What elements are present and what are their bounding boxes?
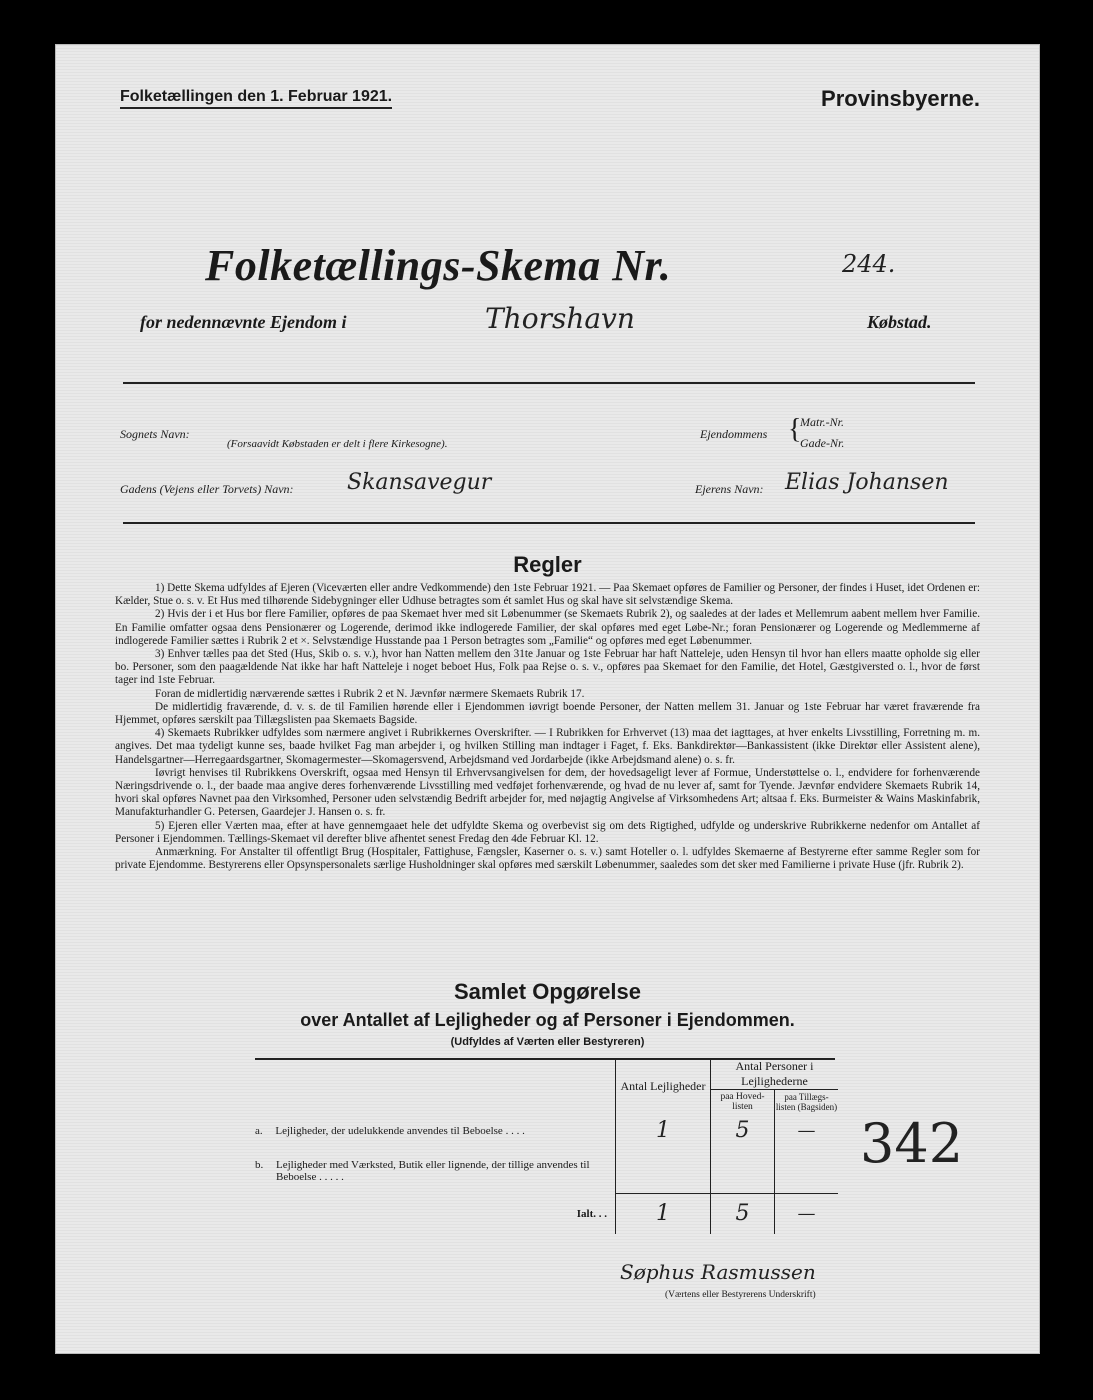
form-number: 244.: [842, 250, 896, 278]
parish-label: Sognets Navn:: [120, 427, 190, 441]
total-lejl: 1: [616, 1194, 711, 1234]
rule-paragraph: 3) Enhver tælles paa det Sted (Hus, Skib o. s. v.), hvor han Natten mellem den 31te Januar og 1ste Februar har haft Natteleje, uden Hensyn til hvor han ellers maatte opholde sig eller bo. Personer, som den paagældende Nat ikke har haft Natteleje i noget beboet Hus, Folk paa Rejse o. s. v., opføres paa Skemaet for den Familie, det Hotel, Gæstgiversted o. l., hvor de først tager ind 1ste Februar.: [115, 648, 980, 687]
rules-text: [115, 582, 980, 872]
row-label: Lejligheder med Værksted, Butik eller lignende, der tillige anvendes til Beboelse . . . . .: [276, 1158, 590, 1183]
rule-paragraph: Iøvrigt henvises til Rubrikkens Overskrift, ogsaa med Hensyn til Erhvervsangivelsen for dem, der hovedsageligt lever af Formue, Understøttelse o. l., endvidere for forhenværende Næringsdrivende o. l., der baade maa angive deres forhenværende Livsstilling med vedføjet forhenværende, og hvad de nu lever af, samt for Tyende. Jævnfør endvidere Skemaets Rubrik 14, hvori skal opføres Navnet paa den Virksomhed, Personer uden selvstændig Bedrift arbejder for, med nøjagtig Angivelse af Virksomhedens Art; altsaa f. Eks. Burmeister & Wains Maskinfabrik, Manufakturhandler G. Petersen, Gaardejer J. Hansen o. s. fr.: [115, 766, 980, 819]
rule-paragraph: 4) Skemaets Rubrikker udfyldes som nærmere angivet i Rubrikkernes Overskrifter. — I Rubrikken for Erhvervet (13) maa det iagttages, at hver enkelts Livsstilling, Forretning m. m. angives. Det maa tydeligt kunne ses, baade hvilket Fag man arbejder i, og hvilken Stilling man indtager i Faget, f. Eks. Bankdirektør—Bankassistent (ikke Direktør eller Assistent alene), Handelsgartner—Herregaardsgartner, Skomagermester—Skomagersvend, Arbejdsmand ved Jordarbejde (ikke Arbejdsmand alene) o. s. fr.: [115, 727, 980, 766]
signature: Søphus Rasmussen: [620, 1260, 816, 1284]
row-letter: a.: [255, 1124, 263, 1137]
census-date-header: Folketællingen den 1. Februar 1921.: [120, 88, 392, 109]
parish-note: (Forsaavidt Købstaden er delt i flere Kirkesogne).: [227, 438, 448, 450]
street-label: Gadens (Vejens eller Torvets) Navn:: [120, 482, 294, 496]
owner-label: Ejerens Navn:: [695, 482, 764, 496]
property-prefix: for nedennævnte Ejendom i: [140, 312, 347, 332]
summary-table: [255, 1059, 838, 1234]
margin-note: 342: [860, 1112, 964, 1175]
total-hoved: 5: [711, 1194, 775, 1234]
summary-subtitle: over Antallet af Lejligheder og af Personer i Ejendommen.: [300, 1010, 795, 1030]
matr-label: Matr.-Nr.: [800, 415, 845, 429]
region-header: Provinsbyerne.: [821, 86, 980, 111]
col-header-tillaegslisten: paa Tillægs-listen (Bagsiden): [775, 1090, 839, 1114]
table-row: [255, 1114, 616, 1148]
cell-hoved-b: [711, 1148, 775, 1194]
cell-tillaeg-b: [775, 1148, 839, 1194]
total-label: Ialt. . .: [576, 1207, 607, 1220]
rules-heading: Regler: [513, 552, 582, 577]
table-row: [255, 1148, 616, 1194]
rule-paragraph: De midlertidig fraværende, d. v. s. de til Familien hørende eller i Ejendommen iøvrigt boende Personer, der Natten mellem 31. Januar og 1ste Februar har været fraværende fra Hjemmet, opføres særskilt paa Tillægslisten paa Skemaets Bagside.: [115, 700, 980, 727]
col-header-personer: Antal Personer i Lejlighederne: [711, 1059, 839, 1090]
divider-top: [123, 382, 975, 384]
rule-paragraph: 1) Dette Skema udfyldes af Ejeren (Viceværten eller andre Vedkommende) den 1ste Februar 1921. — Paa Skemaet opføres de Familier og Personer, der findes i Huset, idet Ordenen er: Kælder, Stue o. s. v. Et Hus med tilhørende Sidebygninger eller Udhuse betragtes som ét samlet Hus og skal have sit selvstændige Skema.: [115, 582, 980, 608]
owner-value: Elias Johansen: [785, 470, 949, 495]
signature-caption: (Værtens eller Bestyrerens Underskrift): [665, 1290, 816, 1300]
col-header-hovedlisten: paa Hoved-listen: [711, 1090, 775, 1114]
rule-paragraph: Anmærkning. For Anstalter til offentligt Brug (Hospitaler, Fattighuse, Fængsler, Kaserner o. s. v.) samt Hoteller o. l. udfyldes Skemaerne af Bestyrerne efter samme Regler som for private Ejendomme. Bestyrerens eller Opsynspersonalets særlige Husholdninger skal opføres med særskilt Løbenummer, saaledes som det sker med Familierne i private Huse (jfr. Rubrik 2).: [115, 846, 980, 872]
rule-paragraph: 5) Ejeren eller Værten maa, efter at have gennemgaaet hele det udfyldte Skema og overbevist sig om dets Rigtighed, udfylde og underskrive Rubrikkerne nedenfor om Antallet af Personer i Ejendommen. Tællings-Skemaet vil derefter blive afhentet senest Fredag den 4de Februar Kl. 12.: [115, 819, 980, 845]
census-form-page: [55, 44, 1040, 1354]
form-title: Folketællings-Skema Nr.: [205, 241, 672, 290]
property-suffix: Købstad.: [867, 312, 932, 332]
rule-paragraph: 2) Hvis der i et Hus bor flere Familier, opføres de paa Skemaet hver med sit Løbenummer (se Skemaets Rubrik 2), og saaledes at der lades et Mellemrum aabent mellem hver Familie. En Familie omfatter ogsaa dens Pensionærer og Logerende, derimod ikke indlogerede Familier, der skal opføres med eget Løbe-Nr.; foran Pensionærer og Logerende og Medlemmerne af indlogerede Familier sættes i Rubrik 2 et ×. Selvstændige Husstande paa 1 Person betragtes som „Familie“ og opføres med eget Løbenummer.: [115, 608, 980, 647]
cell-lejl-b: [616, 1148, 711, 1194]
row-letter: b.: [255, 1158, 264, 1171]
cell-lejl-a: 1: [616, 1114, 711, 1148]
gade-label: Gade-Nr.: [800, 436, 845, 450]
cell-tillaeg-a: —: [775, 1114, 839, 1148]
property-label: Ejendommens: [700, 427, 768, 441]
divider-bottom: [123, 522, 975, 524]
summary-title: Samlet Opgørelse: [453, 979, 642, 1004]
col-header-lejligheder: Antal Lejligheder: [616, 1059, 711, 1114]
brace: {: [788, 414, 802, 445]
street-value: Skansavegur: [347, 470, 492, 495]
cell-hoved-a: 5: [711, 1114, 775, 1148]
summary-note: (Udfyldes af Værten eller Bestyreren): [450, 1036, 645, 1048]
total-tillaeg: —: [775, 1194, 839, 1234]
rule-paragraph: Foran de midlertidig nærværende sættes i Rubrik 2 et N. Jævnfør nærmere Skemaets Rubrik 17.: [155, 687, 585, 700]
row-label: Lejligheder, der udelukkende anvendes til Beboelse . . . .: [275, 1124, 525, 1137]
town-name: Thorshavn: [485, 302, 635, 335]
